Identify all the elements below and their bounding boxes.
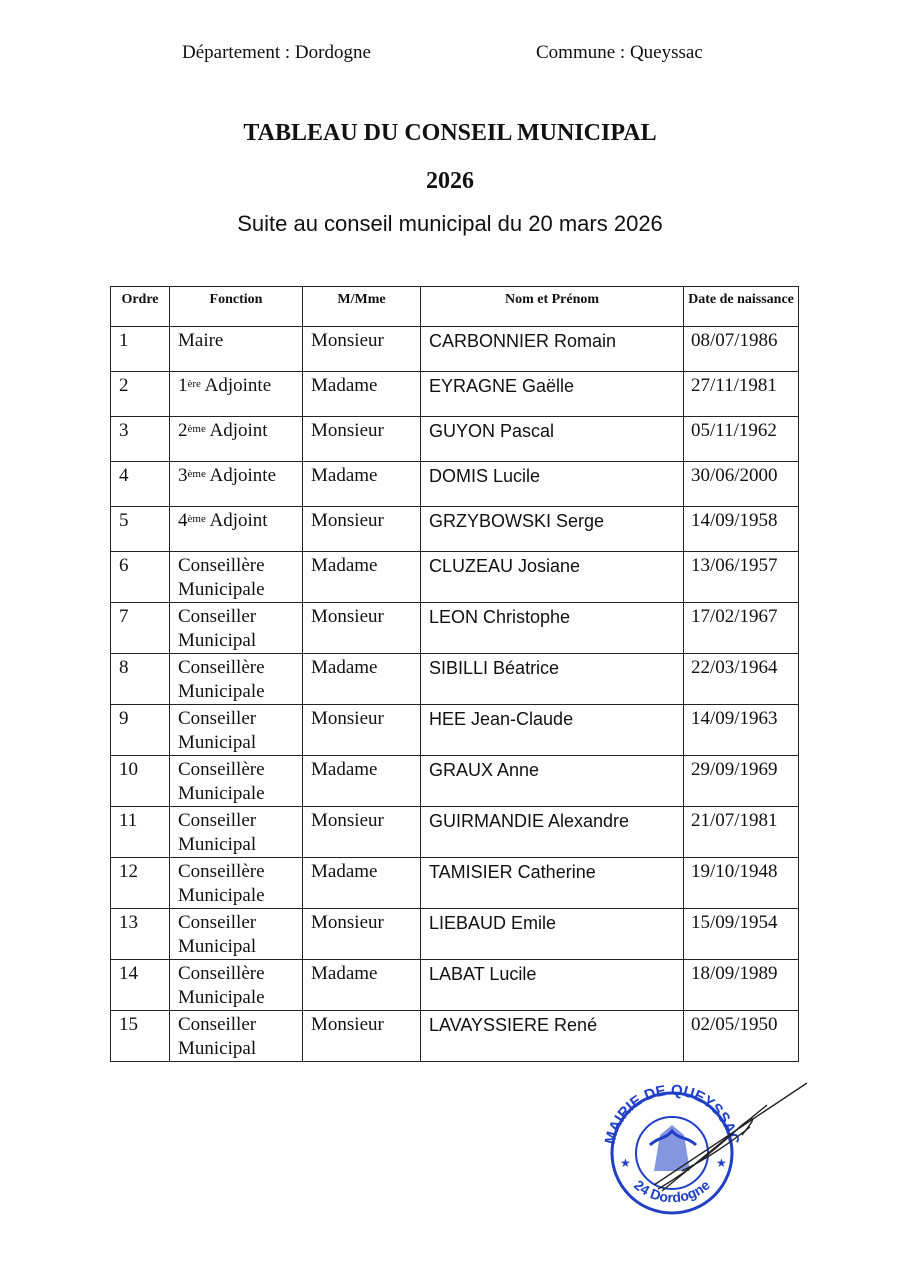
cell-date: 14/09/1963: [684, 705, 799, 756]
cell-civilite: Madame: [303, 960, 421, 1011]
cell-fonction: [170, 462, 303, 507]
table-row: [111, 462, 799, 507]
cell-ordre: 2: [111, 372, 170, 417]
cell-nom: GUIRMANDIE Alexandre: [421, 807, 684, 858]
fonction-rank-suffix: ème: [187, 423, 206, 435]
header-fonction: Fonction: [170, 287, 303, 327]
cell-date: 22/03/1964: [684, 654, 799, 705]
table-header-row: [111, 287, 799, 327]
cell-nom: TAMISIER Catherine: [421, 858, 684, 909]
cell-date: 19/10/1948: [684, 858, 799, 909]
svg-text:★: ★: [620, 1156, 631, 1170]
cell-civilite: Monsieur: [303, 807, 421, 858]
cell-ordre: 12: [111, 858, 170, 909]
cell-fonction: Conseiller Municipal: [170, 1011, 303, 1062]
fonction-rank: 4: [178, 510, 188, 531]
cell-date: 15/09/1954: [684, 909, 799, 960]
stamp-top-text: MAIRIE DE QUEYSSAC: [601, 1081, 743, 1147]
table-body: [111, 327, 799, 1062]
cell-fonction: Conseillère Municipale: [170, 960, 303, 1011]
departement-label: Département : Dordogne: [182, 42, 371, 63]
table-row: [111, 552, 799, 603]
cell-ordre: 13: [111, 909, 170, 960]
cell-date: 13/06/1957: [684, 552, 799, 603]
cell-date: 21/07/1981: [684, 807, 799, 858]
table-row: [111, 909, 799, 960]
cell-civilite: Monsieur: [303, 1011, 421, 1062]
header-date: Date de naissance: [684, 287, 799, 327]
cell-ordre: 7: [111, 603, 170, 654]
table-row: [111, 507, 799, 552]
cell-date: 27/11/1981: [684, 372, 799, 417]
cell-date: 17/02/1967: [684, 603, 799, 654]
cell-civilite: Monsieur: [303, 603, 421, 654]
cell-nom: GUYON Pascal: [421, 417, 684, 462]
cell-fonction: Conseillère Municipale: [170, 858, 303, 909]
cell-fonction: Conseiller Municipal: [170, 909, 303, 960]
cell-fonction: Conseillère Municipale: [170, 552, 303, 603]
document-subtitle: Suite au conseil municipal du 20 mars 2026: [237, 211, 663, 236]
cell-nom: CLUZEAU Josiane: [421, 552, 684, 603]
cell-nom: DOMIS Lucile: [421, 462, 684, 507]
cell-nom: LAVAYSSIERE René: [421, 1011, 684, 1062]
table-row: [111, 960, 799, 1011]
cell-fonction: [170, 507, 303, 552]
council-table: [110, 286, 799, 1062]
cell-fonction: Conseiller Municipal: [170, 603, 303, 654]
cell-civilite: Monsieur: [303, 705, 421, 756]
cell-civilite: Monsieur: [303, 909, 421, 960]
fonction-rank: 1: [178, 375, 188, 396]
cell-civilite: Madame: [303, 372, 421, 417]
cell-civilite: Monsieur: [303, 417, 421, 462]
header-ordre: Ordre: [111, 287, 170, 327]
table-row: [111, 603, 799, 654]
fonction-rank: 3: [178, 465, 188, 486]
cell-ordre: 10: [111, 756, 170, 807]
cell-nom: LIEBAUD Emile: [421, 909, 684, 960]
fonction-rank: 2: [178, 420, 188, 441]
header-nom: Nom et Prénom: [421, 287, 684, 327]
fonction-rank-suffix: ème: [187, 513, 206, 525]
table-row: [111, 705, 799, 756]
cell-fonction: Maire: [170, 327, 303, 372]
cell-ordre: 5: [111, 507, 170, 552]
table-row: [111, 654, 799, 705]
cell-ordre: 3: [111, 417, 170, 462]
cell-ordre: 1: [111, 327, 170, 372]
cell-civilite: Madame: [303, 462, 421, 507]
fonction-rank-suffix: ère: [187, 378, 201, 390]
cell-nom: HEE Jean-Claude: [421, 705, 684, 756]
mairie-stamp: [592, 1075, 812, 1215]
cell-date: 14/09/1958: [684, 507, 799, 552]
cell-fonction: [170, 417, 303, 462]
cell-nom: LEON Christophe: [421, 603, 684, 654]
cell-nom: EYRAGNE Gaëlle: [421, 372, 684, 417]
table-row: [111, 756, 799, 807]
table-row: [111, 1011, 799, 1062]
cell-ordre: 11: [111, 807, 170, 858]
cell-civilite: Madame: [303, 654, 421, 705]
cell-fonction: Conseiller Municipal: [170, 705, 303, 756]
table-row: [111, 327, 799, 372]
cell-fonction: Conseillère Municipale: [170, 756, 303, 807]
table-row: [111, 372, 799, 417]
cell-fonction: [170, 372, 303, 417]
cell-civilite: Monsieur: [303, 507, 421, 552]
fonction-role: Adjointe: [200, 375, 272, 396]
cell-civilite: Madame: [303, 756, 421, 807]
table-row: [111, 807, 799, 858]
cell-nom: SIBILLI Béatrice: [421, 654, 684, 705]
fonction-role: Adjoint: [205, 510, 268, 531]
cell-date: 18/09/1989: [684, 960, 799, 1011]
cell-ordre: 9: [111, 705, 170, 756]
fonction-role: Adjoint: [205, 420, 268, 441]
cell-fonction: Conseiller Municipal: [170, 807, 303, 858]
cell-ordre: 4: [111, 462, 170, 507]
document-title: TABLEAU DU CONSEIL MUNICIPAL: [243, 120, 657, 146]
cell-date: 30/06/2000: [684, 462, 799, 507]
fonction-role: Adjointe: [205, 465, 277, 486]
cell-nom: GRAUX Anne: [421, 756, 684, 807]
cell-ordre: 6: [111, 552, 170, 603]
cell-nom: CARBONNIER Romain: [421, 327, 684, 372]
cell-ordre: 15: [111, 1011, 170, 1062]
commune-label: Commune : Queyssac: [536, 42, 703, 63]
cell-civilite: Monsieur: [303, 327, 421, 372]
cell-civilite: Madame: [303, 552, 421, 603]
cell-nom: LABAT Lucile: [421, 960, 684, 1011]
document-year: 2026: [426, 168, 474, 194]
cell-ordre: 14: [111, 960, 170, 1011]
table-row: [111, 417, 799, 462]
cell-date: 29/09/1969: [684, 756, 799, 807]
cell-ordre: 8: [111, 654, 170, 705]
cell-date: 05/11/1962: [684, 417, 799, 462]
svg-text:★: ★: [716, 1156, 727, 1170]
cell-date: 02/05/1950: [684, 1011, 799, 1062]
cell-fonction: Conseillère Municipale: [170, 654, 303, 705]
cell-nom: GRZYBOWSKI Serge: [421, 507, 684, 552]
cell-date: 08/07/1986: [684, 327, 799, 372]
cell-civilite: Madame: [303, 858, 421, 909]
table-row: [111, 858, 799, 909]
fonction-rank-suffix: ème: [187, 468, 206, 480]
stamp-bottom-text: 24 Dordogne: [631, 1176, 713, 1206]
header-civilite: M/Mme: [303, 287, 421, 327]
